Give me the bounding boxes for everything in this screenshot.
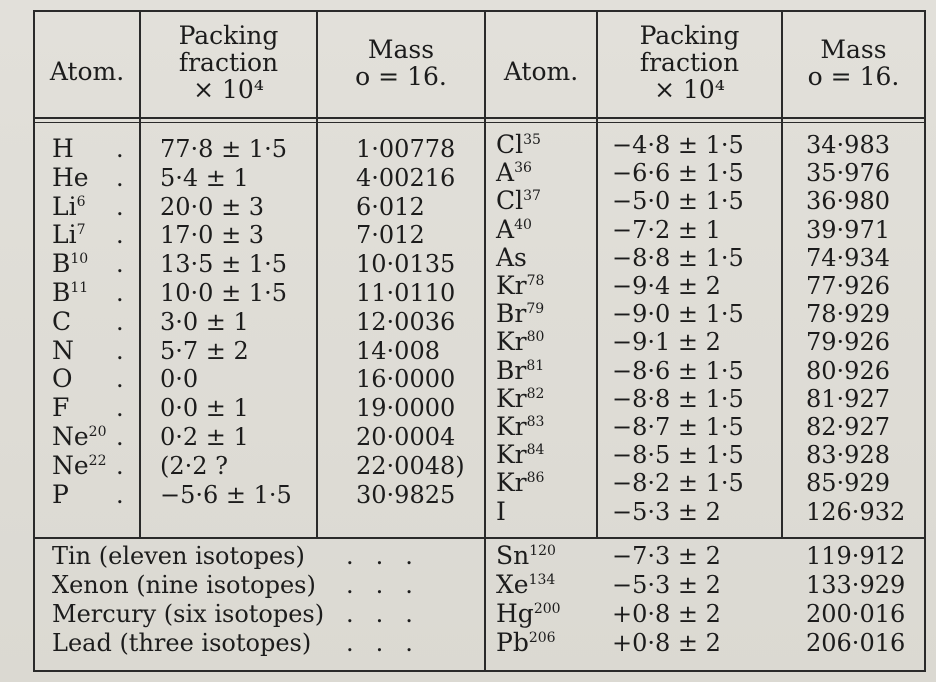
header-mass-right	[783, 36, 924, 90]
isotope-group-name: Mercury (six isotopes)	[52, 600, 325, 628]
header-mass-left	[318, 36, 484, 90]
leader-dot: .	[116, 480, 124, 509]
mass-number: 134	[528, 572, 556, 588]
packing-fraction-cell: +0·8 ± 2	[612, 629, 721, 657]
mass-number: 120	[529, 543, 556, 559]
isotope-group-name: Xenon (nine isotopes)	[52, 571, 316, 599]
atom-cell: $A^{40}$	[496, 214, 532, 244]
packing-fraction-cell: −4·8 ± 1·5	[612, 131, 744, 159]
leader-dot: .	[116, 394, 124, 423]
mass-cell: 20·0004	[356, 423, 456, 451]
atom-cell: Kr$^{78}$	[496, 271, 545, 300]
packing-fraction-cell: 0·0	[160, 365, 199, 394]
packing-fraction-cell: −8·6 ± 1·5	[612, 356, 744, 385]
atom-cell: Hg$^{200}$	[496, 599, 561, 628]
mass-cell: 12·0036	[356, 307, 456, 336]
header-packing-right	[598, 22, 781, 103]
atom-cell: Kr$^{83}$	[496, 412, 545, 441]
packing-fraction-cell: 5·4 ± 1	[160, 163, 249, 192]
mass-line2: o = 16.	[355, 62, 447, 91]
atom-cell: $B^{11}$	[52, 278, 89, 307]
packing-fraction-cell: −6·6 ± 1·5	[612, 159, 744, 188]
packing-fraction-cell: 77·8 ± 1·5	[160, 135, 287, 163]
mass-cell: 11·0110	[356, 279, 456, 307]
mass-cell: 200·016	[806, 600, 906, 628]
packing-fraction-cell: −9·0 ± 1·5	[612, 300, 744, 329]
mass-number: 83	[526, 414, 545, 430]
mass-line2: o = 16.	[807, 62, 900, 91]
leader-dot: .	[116, 279, 124, 307]
atom-cell: O	[52, 364, 73, 394]
col-rule-3	[484, 10, 486, 672]
mass-cell: 14·008	[356, 336, 440, 365]
leader-dot: .	[116, 365, 124, 394]
packing-fraction-cell: 0·2 ± 1	[160, 423, 249, 451]
mass-number: 80	[526, 329, 545, 346]
packing-fraction-cell: −5·6 ± 1·5	[160, 480, 292, 509]
packing-fraction-cell: −9·1 ± 2	[612, 328, 721, 357]
mass-number: 40	[514, 216, 532, 233]
mass-number: 84	[526, 442, 545, 459]
packing-fraction-cell: −8·5 ± 1·5	[612, 441, 744, 470]
mass-cell: 19·0000	[356, 394, 456, 423]
header-rule-a	[33, 117, 926, 119]
packing-fraction-cell: 5·7 ± 2	[160, 336, 249, 365]
atom-cell: Xe$^{134}$	[496, 570, 556, 599]
leader-dots: ...	[346, 542, 435, 570]
packing-fraction-cell: −5·3 ± 2	[612, 571, 721, 599]
mass-cell: 133·929	[806, 571, 906, 599]
mass-cell: 81·927	[806, 384, 890, 413]
atom-cell: Kr$^{82}$	[496, 383, 545, 413]
atom-cell: As	[496, 242, 527, 272]
mass-cell: 4·00216	[356, 163, 456, 192]
leader-dot: .	[116, 163, 124, 192]
packing-fraction-cell: −8·8 ± 1·5	[612, 384, 744, 413]
mass-cell: 35·976	[806, 159, 890, 188]
leader-dot: .	[116, 221, 124, 250]
packing-fraction-cell: 20·0 ± 3	[160, 192, 265, 221]
packing-line1: Packing	[178, 21, 279, 50]
leader-dots: ...	[346, 629, 435, 657]
atom-cell: Ne$^{22}$	[52, 450, 107, 480]
mass-cell: 82·927	[806, 413, 890, 441]
atom-cell: I	[496, 496, 506, 526]
packing-fraction-cell: −8·2 ± 1·5	[612, 469, 744, 498]
atom-cell: P	[52, 479, 69, 509]
mass-cell: 85·929	[806, 469, 890, 498]
mass-cell: 1·00778	[356, 135, 456, 163]
header-atom-right: Atom.	[503, 57, 579, 86]
leader-dot: .	[116, 451, 124, 480]
mass-cell: 16·0000	[356, 365, 456, 394]
mass-number: 36	[514, 160, 532, 177]
mass-cell: 78·929	[806, 300, 890, 329]
mass-number: 82	[526, 385, 545, 402]
mass-cell: 83·928	[806, 441, 890, 470]
packing-fraction-cell: −8·7 ± 1·5	[612, 413, 744, 441]
packing-fraction-cell: −5·3 ± 2	[612, 497, 721, 526]
mass-number: 81	[526, 357, 545, 374]
mass-cell: 39·971	[806, 215, 890, 244]
mass-number: 22	[88, 452, 107, 469]
bottom-section-rule	[33, 537, 926, 539]
atom-cell: F	[52, 393, 70, 423]
leader-dot: .	[116, 250, 124, 279]
atom-cell: Cl$^{35}$	[496, 130, 541, 159]
mass-number: 35	[523, 132, 541, 148]
packing-fraction-cell: (2·2 ?	[160, 451, 229, 480]
header-rule-b	[33, 122, 926, 123]
mass-line1: Mass	[367, 35, 435, 64]
mass-number: 206	[528, 630, 556, 646]
mass-number: 78	[526, 273, 545, 289]
leader-dot: .	[116, 192, 124, 221]
atom-cell: $A^{36}$	[496, 158, 532, 188]
mass-cell: 119·912	[806, 542, 906, 570]
mass-number: 11	[70, 280, 89, 296]
mass-cell: 7·012	[356, 221, 425, 250]
packing-fraction-cell: −7·3 ± 2	[612, 542, 721, 570]
leader-dots: ...	[346, 600, 435, 628]
leader-dot: .	[116, 135, 124, 163]
packing-line2: fraction	[178, 48, 279, 77]
packing-fraction-cell: −5·0 ± 1·5	[612, 187, 744, 216]
mass-number: 200	[533, 601, 561, 617]
isotope-group-name: Tin (eleven isotopes)	[52, 542, 305, 570]
mass-cell: 77·926	[806, 272, 890, 300]
mass-number: 6	[76, 193, 86, 210]
packing-fraction-cell: 17·0 ± 3	[160, 221, 265, 250]
packing-fraction-cell: +0·8 ± 2	[612, 600, 721, 628]
packing-fraction-cell: −7·2 ± 1	[612, 215, 721, 244]
leader-dots: ...	[346, 571, 435, 599]
mass-number: 20	[88, 424, 107, 440]
mass-cell: 22·0048)	[356, 451, 465, 480]
packing-fraction-cell: 13·5 ± 1·5	[160, 250, 287, 279]
packing-line3: × 10⁴	[193, 75, 264, 104]
leader-dot: .	[116, 423, 124, 451]
atom-cell: Br$^{81}$	[496, 355, 545, 385]
mass-cell: 126·932	[806, 497, 906, 526]
atom-cell: Ne$^{20}$	[52, 422, 107, 451]
atom-cell: C	[52, 306, 72, 336]
mass-cell: 10·0135	[356, 250, 456, 279]
atom-cell: Pb$^{206}$	[496, 628, 556, 657]
atom-cell: Kr$^{86}$	[496, 468, 545, 498]
atom-cell: Sn$^{120}$	[496, 541, 556, 570]
leader-dot: .	[116, 307, 124, 336]
packing-fraction-cell: 3·0 ± 1	[160, 307, 249, 336]
atom-cell: Cl$^{37}$	[496, 186, 541, 216]
mass-cell: 79·926	[806, 328, 890, 357]
leader-dot: .	[116, 336, 124, 365]
packing-fraction-cell: 0·0 ± 1	[160, 394, 249, 423]
mass-cell: 80·926	[806, 356, 890, 385]
mass-number: 10	[70, 251, 89, 268]
atom-cell: Li$^7$	[52, 220, 86, 250]
packing-line3: × 10⁴	[654, 75, 725, 104]
header-atom-left: Atom.	[49, 57, 125, 86]
packing-line2: fraction	[639, 48, 740, 77]
mass-number: 37	[523, 188, 541, 205]
mass-cell: 30·9825	[356, 480, 456, 509]
packing-fraction-cell: −8·8 ± 1·5	[612, 243, 744, 272]
mass-number: 7	[76, 222, 86, 239]
atom-cell: Br$^{79}$	[496, 299, 545, 329]
atom-cell: Li$^6$	[52, 191, 86, 221]
atom-cell: $B^{10}$	[52, 249, 89, 279]
atom-cell: Kr$^{80}$	[496, 327, 545, 357]
mass-cell: 74·934	[806, 243, 890, 272]
packing-line1: Packing	[639, 21, 740, 50]
mass-cell: 206·016	[806, 629, 906, 657]
atom-cell: He	[52, 162, 89, 192]
mass-number: 86	[526, 470, 545, 487]
header-packing-left	[141, 22, 316, 103]
mass-cell: 6·012	[356, 192, 425, 221]
packing-fraction-cell: 10·0 ± 1·5	[160, 279, 287, 307]
mass-cell: 34·983	[806, 131, 890, 159]
atom-cell: H	[52, 134, 74, 163]
mass-cell: 36·980	[806, 187, 890, 216]
mass-line1: Mass	[820, 35, 887, 64]
mass-number: 79	[526, 301, 545, 318]
atom-cell: N	[52, 335, 74, 365]
atom-cell: Kr$^{84}$	[496, 440, 545, 470]
isotope-group-name: Lead (three isotopes)	[52, 629, 312, 657]
packing-fraction-cell: −9·4 ± 2	[612, 272, 721, 300]
